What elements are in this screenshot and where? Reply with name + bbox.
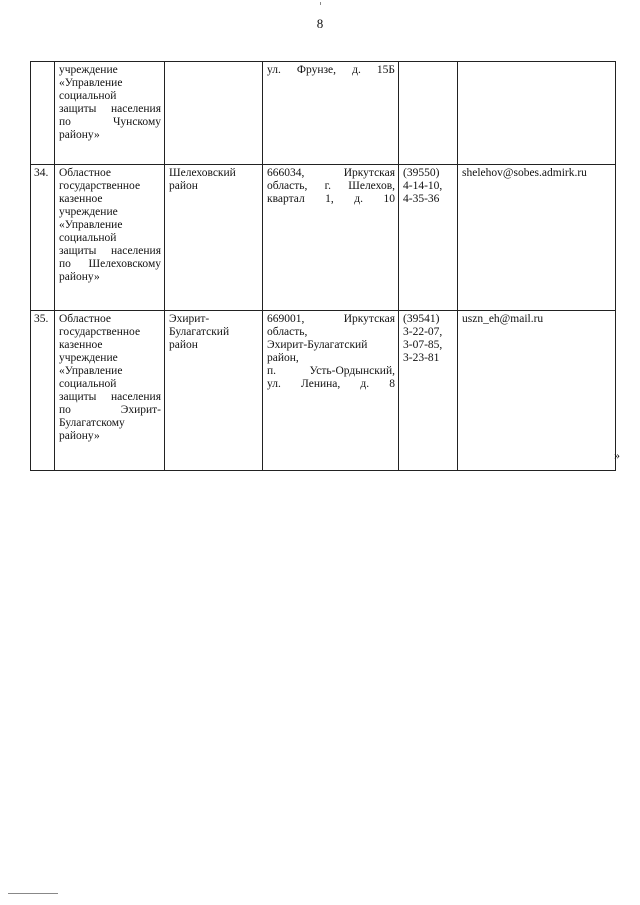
name-line: Областное — [59, 313, 111, 325]
address-line: п. Усть-Ордынский, — [267, 365, 395, 377]
name-line: государственное — [59, 326, 141, 338]
page-number: 8 — [316, 16, 324, 31]
row-number-cell — [31, 165, 55, 311]
name-line: социальной — [59, 378, 117, 390]
name-line: Булагатскому — [59, 417, 125, 429]
district-cell — [165, 311, 263, 471]
phone-line: 3-07-85, — [403, 339, 443, 351]
row-number-cell — [31, 311, 55, 471]
table-row — [31, 311, 616, 471]
institutions-table — [30, 61, 616, 471]
address-line: Эхирит-Булагатский — [267, 339, 368, 351]
district-line: Эхирит- — [169, 313, 210, 325]
name-line: по Эхирит- — [59, 404, 161, 416]
phone-line: (39550) — [403, 167, 440, 179]
address-line: ул. Ленина, д. 8 — [267, 378, 395, 390]
address-line: 666034, Иркутская — [267, 167, 395, 179]
institution-name-cell — [55, 62, 165, 165]
name-line: учреждение — [59, 64, 118, 76]
district-cell — [165, 62, 263, 165]
district-line: район — [169, 180, 198, 192]
email-address: shelehov@sobes.admirk.ru — [462, 167, 587, 179]
name-line: защиты населения — [59, 103, 161, 115]
address-line: район, — [267, 352, 299, 364]
name-line: социальной — [59, 232, 117, 244]
phone-line: 4-35-36 — [403, 193, 440, 205]
name-line: «Управление — [59, 77, 123, 89]
name-line: району» — [59, 129, 100, 141]
district-line: Булагатский — [169, 326, 230, 338]
address-cell — [263, 62, 399, 165]
address-line: 669001, Иркутская — [267, 313, 395, 325]
name-line: казенное — [59, 339, 103, 351]
address-line: ул. Фрунзе, д. 15Б — [267, 64, 395, 76]
name-line: защиты населения — [59, 245, 161, 257]
address-cell — [263, 311, 399, 471]
email-cell — [458, 311, 616, 471]
name-line: социальной — [59, 90, 117, 102]
phone-line: 3-23-81 — [403, 352, 440, 364]
closing-quote: » — [614, 448, 620, 462]
name-line: «Управление — [59, 219, 123, 231]
email-address: uszn_eh@mail.ru — [462, 313, 544, 325]
phone-cell — [399, 311, 458, 471]
address-cell — [263, 165, 399, 311]
district-line: район — [169, 339, 198, 351]
name-line: «Управление — [59, 365, 123, 377]
email-cell — [458, 62, 616, 165]
district-cell — [165, 165, 263, 311]
table-row — [31, 62, 616, 165]
institution-name-cell — [55, 311, 165, 471]
scan-mark-bottom-left — [8, 893, 58, 894]
phone-cell — [399, 62, 458, 165]
name-line: защиты населения — [59, 391, 161, 403]
address-line: область, — [267, 326, 308, 338]
address-line: квартал 1, д. 10 — [267, 193, 395, 205]
row-number: 35. — [34, 313, 49, 325]
phone-cell — [399, 165, 458, 311]
address-line: область, г. Шелехов, — [267, 180, 395, 192]
name-line: району» — [59, 271, 100, 283]
name-line: Областное — [59, 167, 111, 179]
institution-name-cell — [55, 165, 165, 311]
email-cell — [458, 165, 616, 311]
phone-line: (39541) — [403, 313, 440, 325]
name-line: учреждение — [59, 352, 118, 364]
row-number: 34. — [34, 167, 49, 179]
name-line: району» — [59, 430, 100, 442]
phone-line: 4-14-10, — [403, 180, 443, 192]
name-line: казенное — [59, 193, 103, 205]
name-line: по Шелеховскому — [59, 258, 161, 270]
district-line: Шелеховский — [169, 167, 236, 179]
name-line: государственное — [59, 180, 141, 192]
row-number-cell — [31, 62, 55, 165]
phone-line: 3-22-07, — [403, 326, 443, 338]
name-line: учреждение — [59, 206, 118, 218]
scan-mark-top — [320, 2, 321, 5]
table-row — [31, 165, 616, 311]
name-line: по Чунскому — [59, 116, 161, 128]
